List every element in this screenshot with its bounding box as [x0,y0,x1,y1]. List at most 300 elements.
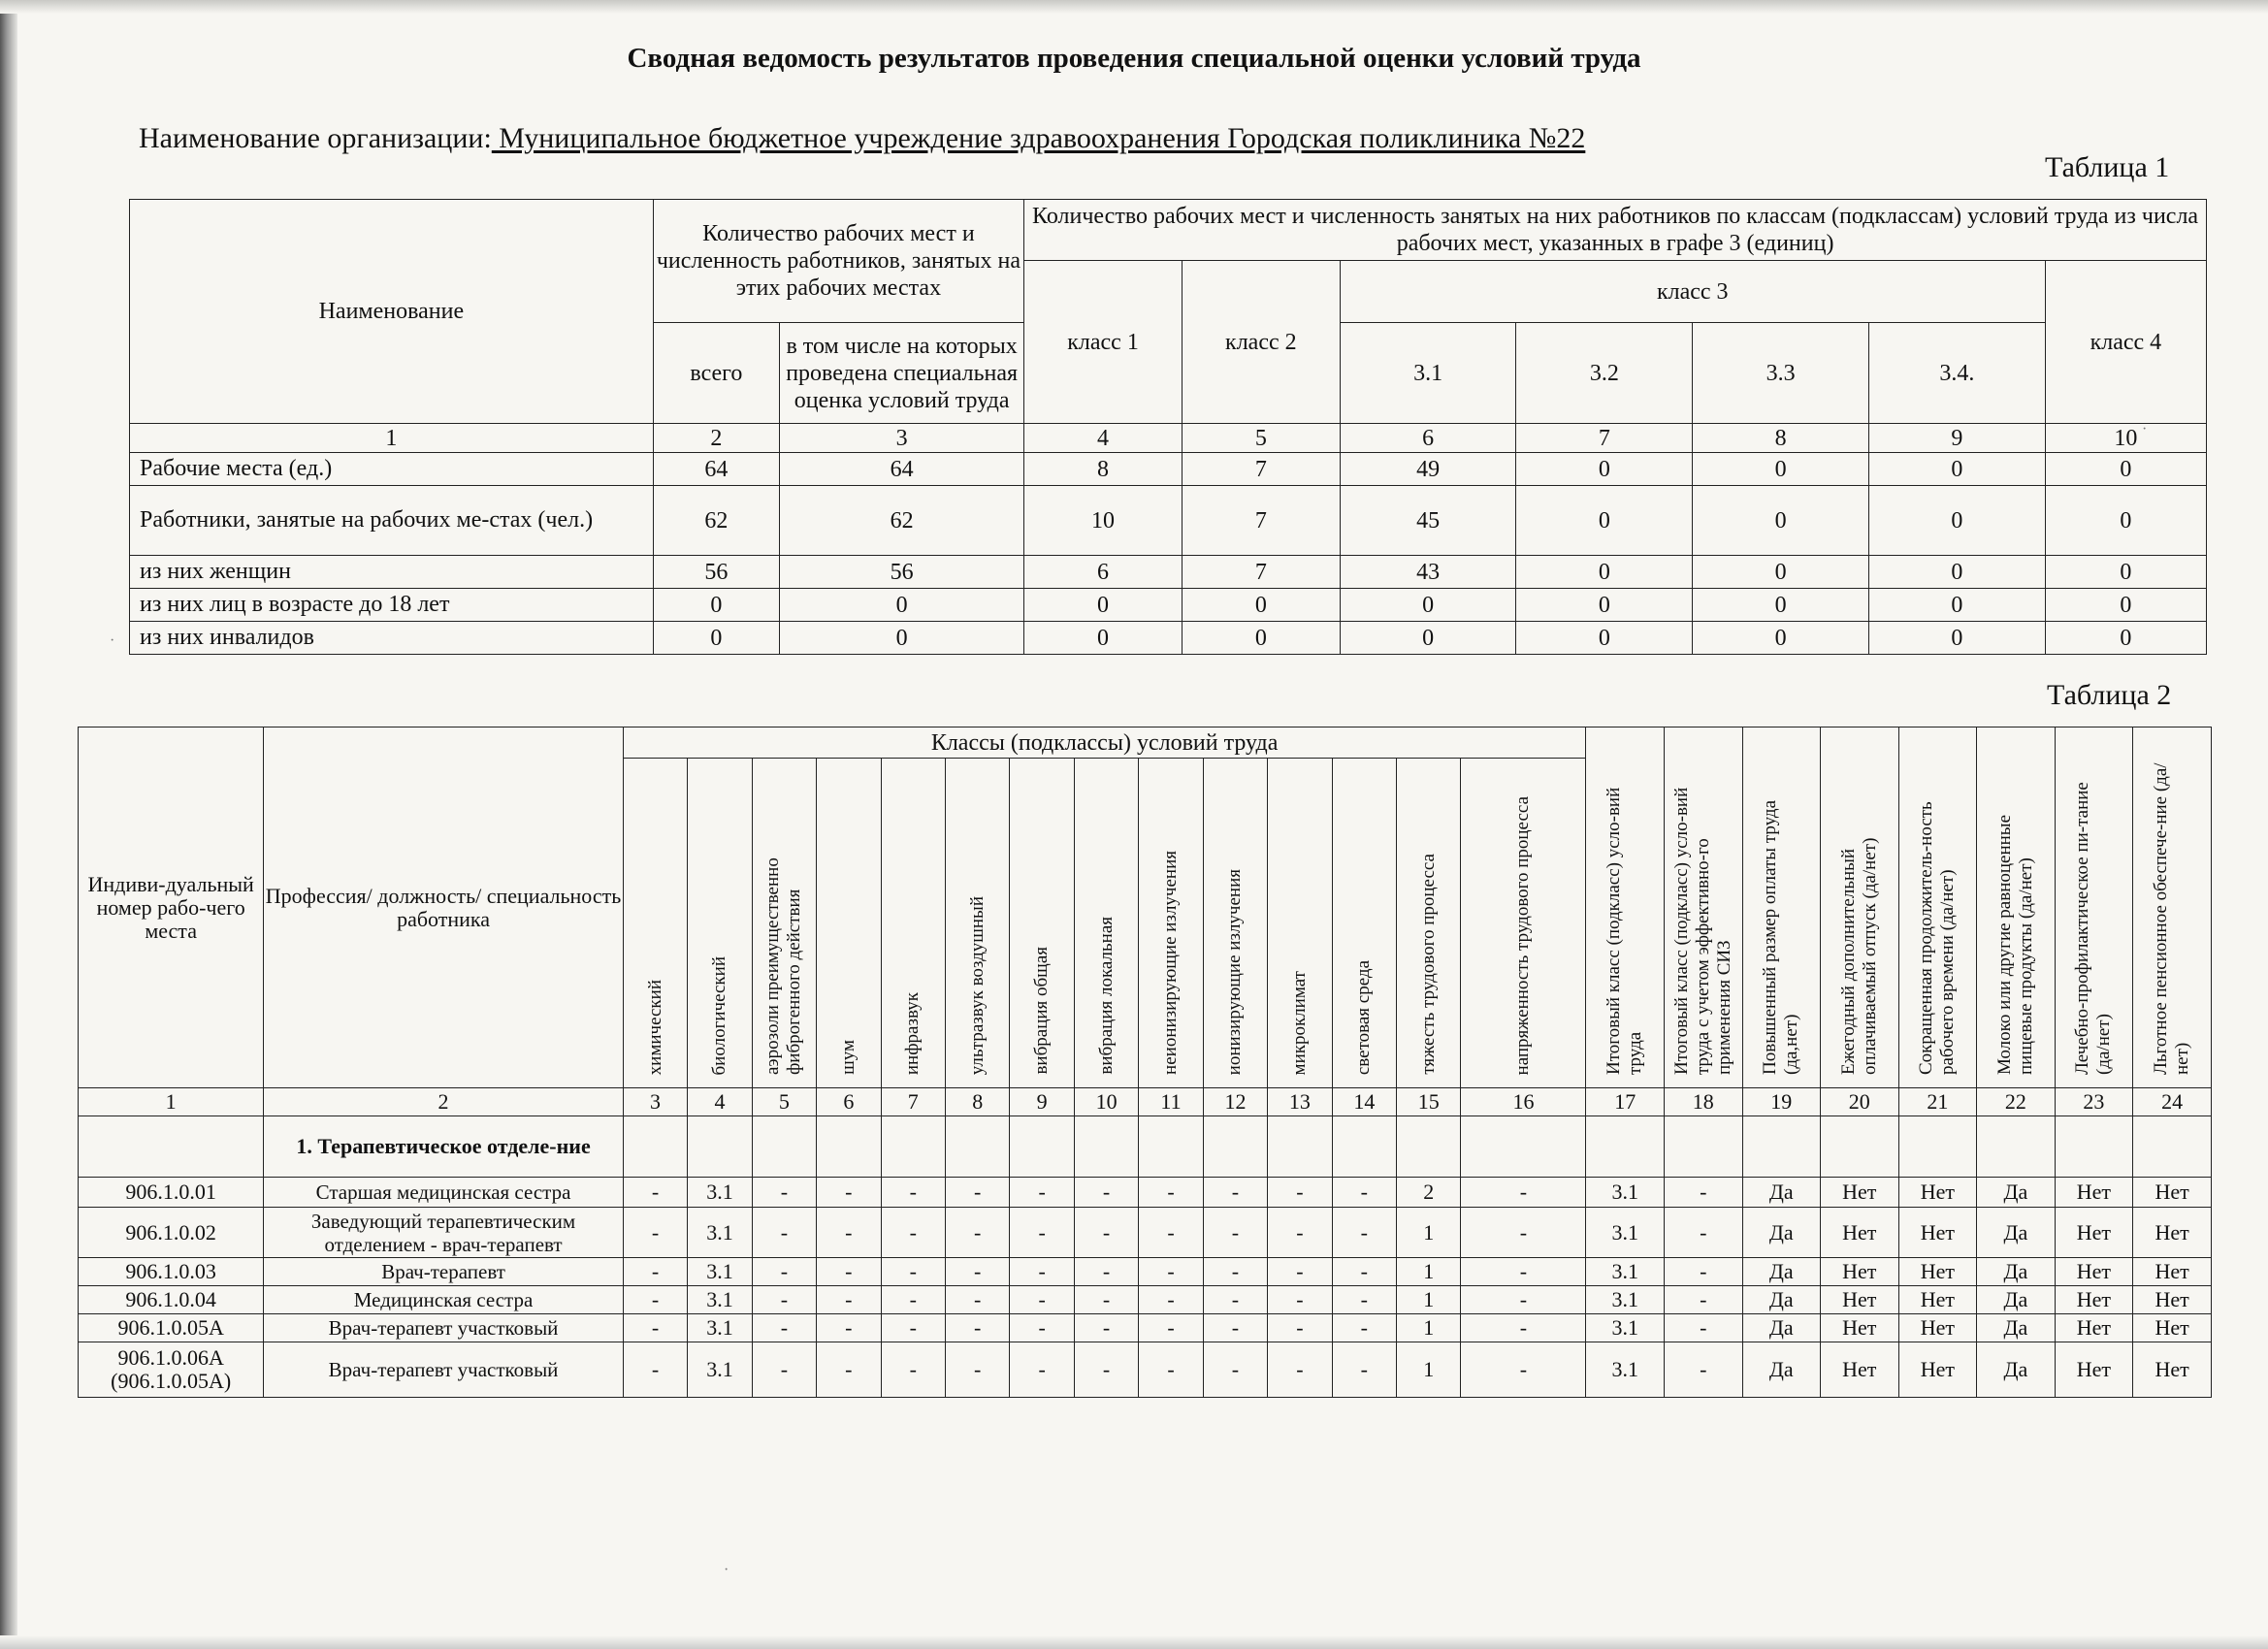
table-cell: 0 [780,622,1024,655]
col-number: 2 [264,1088,624,1116]
table-cell: 45 [1340,486,1516,556]
table-cell: - [1664,1314,1742,1342]
header-class4: класс 4 [2045,261,2206,424]
table-cell: 3.1 [688,1342,752,1398]
col-number: 9 [1868,424,2045,453]
empty-cell [1586,1116,1665,1178]
table-cell: - [1139,1342,1203,1398]
header-factor-microclimate: микроклимат [1268,759,1332,1088]
row-label: из них лиц в возрасте до 18 лет [130,589,654,622]
col-number: 10 [1074,1088,1138,1116]
table-cell: - [1664,1286,1742,1314]
table-cell: - [1203,1314,1267,1342]
table-cell: Да [1742,1258,1821,1286]
header-class-3-2: 3.2 [1516,323,1693,424]
table-cell: 0 [1693,453,1869,486]
table-cell: 62 [780,486,1024,556]
table-cell: Нет [1821,1342,1899,1398]
table-cell: Да [1742,1342,1821,1398]
table-cell: - [1268,1286,1332,1314]
empty-cell [1010,1116,1074,1178]
column-numbers-row [79,1088,2212,1116]
table-cell: - [752,1286,816,1314]
empty-cell [881,1116,945,1178]
empty-cell [1139,1116,1203,1178]
table-cell: 3.1 [1586,1286,1665,1314]
table-cell: Нет [1898,1342,1977,1398]
table-cell: Нет [1821,1314,1899,1342]
table-cell: 1 [1397,1314,1461,1342]
table-cell: - [1461,1258,1586,1286]
table-cell: Нет [1821,1208,1899,1258]
table-cell: - [1461,1178,1586,1208]
table-cell: - [945,1314,1009,1342]
table-cell: 0 [2045,556,2206,589]
table-cell: - [1139,1286,1203,1314]
table-cell: - [1074,1286,1138,1314]
table-cell: 0 [1024,622,1183,655]
table-cell: Да [1742,1314,1821,1342]
summary-table [129,199,2207,655]
header-factor-general-vibration: вибрация общая [1010,759,1074,1088]
col-number: 5 [1182,424,1340,453]
table-cell: 7 [1182,453,1340,486]
col-number: 1 [79,1088,264,1116]
table-cell: - [881,1258,945,1286]
empty-cell [1397,1116,1461,1178]
table-cell: Нет [2133,1178,2212,1208]
table-row [79,1314,2212,1342]
table-cell: - [1203,1258,1267,1286]
col-number: 5 [752,1088,816,1116]
header-class2: класс 2 [1182,261,1340,424]
table-cell: - [1664,1342,1742,1398]
header-name: Наименование [130,200,654,424]
table-cell: Нет [2055,1178,2133,1208]
empty-cell [1977,1116,2056,1178]
header-class-3-4: 3.4. [1868,323,2045,424]
workplace-id: 906.1.0.03 [79,1258,264,1286]
table-cell: Да [1742,1178,1821,1208]
table-cell: 0 [1693,622,1869,655]
empty-cell [79,1116,264,1178]
table-cell: - [1139,1208,1203,1258]
table-cell: - [1203,1178,1267,1208]
row-label: из них инвалидов [130,622,654,655]
header-class3: класс 3 [1340,261,2045,323]
table-cell: 1 [1397,1208,1461,1258]
table-cell: - [1010,1208,1074,1258]
header-therapeutic-food: Лечебно-профилактическое пи-тание (да/нет) [2055,728,2133,1088]
header-class1: класс 1 [1024,261,1183,424]
table-cell: - [1203,1208,1267,1258]
table-cell: - [945,1342,1009,1398]
table-row [79,1208,2212,1258]
table-cell: - [1268,1314,1332,1342]
table-cell: - [1664,1258,1742,1286]
table-cell: Нет [2055,1258,2133,1286]
table-cell: - [623,1286,687,1314]
header-total: всего [653,323,779,424]
empty-cell [1203,1116,1267,1178]
table-cell: - [945,1258,1009,1286]
scan-top-shadow [0,0,2268,14]
col-number: 4 [688,1088,752,1116]
table-cell: - [1664,1208,1742,1258]
table-cell: Да [1742,1208,1821,1258]
table-row [130,556,2207,589]
col-number: 16 [1461,1088,1586,1116]
workplace-id: 906.1.0.02 [79,1208,264,1258]
table-cell: 56 [780,556,1024,589]
col-number: 7 [1516,424,1693,453]
table-cell: - [881,1208,945,1258]
col-number: 3 [623,1088,687,1116]
table-cell: 3.1 [688,1258,752,1286]
table-cell: Да [1977,1314,2056,1342]
table-cell: - [1074,1208,1138,1258]
empty-cell [623,1116,687,1178]
table-cell: 0 [1868,556,2045,589]
col-number: 24 [2133,1088,2212,1116]
table-cell: 0 [1868,622,2045,655]
table-cell: 0 [1868,589,2045,622]
empty-cell [1332,1116,1396,1178]
table-cell: - [752,1178,816,1208]
table-cell: - [752,1314,816,1342]
table-cell: Нет [2133,1314,2212,1342]
header-factor-aerosols: аэрозоли преимущественно фиброгенного действия [752,759,816,1088]
table-cell: 6 [1024,556,1183,589]
scan-page-edge [0,0,17,1649]
table-cell: 0 [1340,622,1516,655]
col-number: 2 [653,424,779,453]
table-cell: - [1268,1258,1332,1286]
header-workplace-id: Индиви-дуальный номер рабо-чего места [79,728,264,1088]
table-cell: - [945,1208,1009,1258]
table-cell: 7 [1182,556,1340,589]
header-factor-intensity: напряженность трудового процесса [1461,759,1586,1088]
header-milk: Молоко или другие равноценные пищевые продукты (да/нет) [1977,728,2056,1088]
table-cell: 0 [653,622,779,655]
table-cell: - [1332,1342,1396,1398]
header-assessed: в том числе на которых проведена специальная оценка условий труда [780,323,1024,424]
col-number: 17 [1586,1088,1665,1116]
table-cell: Нет [1898,1258,1977,1286]
empty-cell [1664,1116,1742,1178]
table-cell: Да [1742,1286,1821,1314]
table-cell: - [1332,1208,1396,1258]
table-cell: 0 [1516,622,1693,655]
table-cell: 0 [1182,622,1340,655]
table-cell: 0 [2045,589,2206,622]
document-title: Сводная ведомость результатов проведения специальной оценки условий труда [627,43,1641,74]
table-cell: Нет [1898,1178,1977,1208]
col-number: 13 [1268,1088,1332,1116]
table-cell: 3.1 [1586,1208,1665,1258]
scan-dot: · [2142,421,2148,437]
table-cell: - [1074,1258,1138,1286]
profession-name: Врач-терапевт [264,1258,624,1286]
table-cell: - [623,1178,687,1208]
table-cell: Да [1977,1342,2056,1398]
table-cell: - [1461,1286,1586,1314]
organization-line [139,122,1585,155]
table-cell: 0 [2045,486,2206,556]
table-cell: - [623,1258,687,1286]
empty-cell [1898,1116,1977,1178]
header-final-class: Итоговый класс (подкласс) усло-вий труда [1586,728,1665,1088]
table-cell: - [1332,1258,1396,1286]
table-cell: 3.1 [1586,1314,1665,1342]
table-row [130,622,2207,655]
table-cell: 3.1 [688,1286,752,1314]
table-cell: 0 [1693,589,1869,622]
col-number: 10 [2045,424,2206,453]
table-cell: Да [1977,1258,2056,1286]
empty-cell [1821,1116,1899,1178]
table-cell: - [752,1208,816,1258]
table-cell: - [1010,1286,1074,1314]
header-classes-group: Количество рабочих мест и численность занятых на них работников по классам (подклассам) условий труда из числа рабочих мест, указанных в графе 3 (единиц) [1024,200,2207,261]
col-number: 11 [1139,1088,1203,1116]
table-cell: 0 [2045,622,2206,655]
workplace-id: 906.1.0.05А [79,1314,264,1342]
profession-name: Медицинская сестра [264,1286,624,1314]
table-cell: 1 [1397,1286,1461,1314]
table-cell: 0 [1182,589,1340,622]
empty-cell [688,1116,752,1178]
col-number: 3 [780,424,1024,453]
header-workplaces-count: Количество рабочих мест и численность работников, занятых на этих рабочих местах [653,200,1023,323]
header-factor-local-vibration: вибрация локальная [1074,759,1138,1088]
table-cell: 8 [1024,453,1183,486]
table-cell: Да [1977,1178,2056,1208]
header-factor-noise: шум [817,759,881,1088]
table-cell: - [817,1258,881,1286]
workplace-id: 906.1.0.06А (906.1.0.05А) [79,1342,264,1398]
table-cell: Нет [2055,1342,2133,1398]
profession-name: Заведующий терапевтическим отделением - врач-терапевт [264,1208,624,1258]
table2-caption: Таблица 2 [2047,679,2172,711]
empty-cell [817,1116,881,1178]
table-cell: 10 [1024,486,1183,556]
col-number: 7 [881,1088,945,1116]
profession-name: Врач-терапевт участковый [264,1314,624,1342]
col-number: 12 [1203,1088,1267,1116]
table-cell: 0 [1340,589,1516,622]
workplace-id: 906.1.0.04 [79,1286,264,1314]
header-class-3-3: 3.3 [1693,323,1869,424]
table-cell: 0 [1516,556,1693,589]
col-number: 1 [130,424,654,453]
col-number: 8 [1693,424,1869,453]
table-cell: 7 [1182,486,1340,556]
table-cell: - [1010,1342,1074,1398]
header-factor-severity: тяжесть трудового процесса [1397,759,1461,1088]
header-pension: Льготное пенсионное обеспече-ние (да/нет) [2133,728,2212,1088]
table-cell: - [1010,1314,1074,1342]
row-label: из них женщин [130,556,654,589]
table-cell: - [1074,1342,1138,1398]
header-increased-pay: Повышенный размер оплаты труда (да,нет) [1742,728,1821,1088]
table-cell: - [1268,1208,1332,1258]
table-cell: 0 [1693,556,1869,589]
table-cell: - [817,1178,881,1208]
empty-cell [2133,1116,2212,1178]
table-cell: - [1139,1258,1203,1286]
table-cell: Нет [1898,1286,1977,1314]
table-cell: 1 [1397,1258,1461,1286]
table-cell: 0 [1516,589,1693,622]
table-cell: 3.1 [688,1208,752,1258]
table-cell: 1 [1397,1342,1461,1398]
table-cell: 64 [780,453,1024,486]
table-cell: Нет [2133,1342,2212,1398]
workplace-id: 906.1.0.01 [79,1178,264,1208]
table-cell: - [1203,1286,1267,1314]
col-number: 15 [1397,1088,1461,1116]
table-cell: Нет [2055,1286,2133,1314]
col-number: 20 [1821,1088,1899,1116]
header-extra-leave: Ежегодный дополнительный оплачиваемый отпуск (да/нет) [1821,728,1899,1088]
empty-cell [1742,1116,1821,1178]
scan-dot: · [724,1562,729,1578]
row-label: Работники, занятые на рабочих ме-стах (чел.) [130,486,654,556]
table-cell: - [752,1342,816,1398]
table-cell: - [623,1208,687,1258]
header-factor-ultrasound: ультразвук воздушный [945,759,1009,1088]
table-cell: - [1139,1314,1203,1342]
col-number: 8 [945,1088,1009,1116]
table-cell: 3.1 [1586,1258,1665,1286]
table-cell: - [623,1342,687,1398]
table-cell: Нет [1821,1258,1899,1286]
empty-cell [1268,1116,1332,1178]
table-cell: - [1139,1178,1203,1208]
scan-bottom-shadow [0,1635,2268,1649]
header-reduced-hours: Сокращенная продолжитель-ность рабочего времени (да/нет) [1898,728,1977,1088]
table-cell: Нет [2055,1314,2133,1342]
table-row [130,486,2207,556]
table-cell: 0 [1868,453,2045,486]
table-cell: Нет [1898,1208,1977,1258]
table-cell: 3.1 [1586,1178,1665,1208]
table-cell: 0 [2045,453,2206,486]
table-cell: - [752,1258,816,1286]
header-factor-lighting: световая среда [1332,759,1396,1088]
col-number: 22 [1977,1088,2056,1116]
workplace-classes-table [78,727,2212,1398]
table-cell: 64 [653,453,779,486]
organization-name: Муниципальное бюджетное учреждение здравоохранения Городская поликлиника №22 [491,122,1586,154]
empty-cell [1461,1116,1586,1178]
table-cell: 49 [1340,453,1516,486]
table-row [130,453,2207,486]
empty-cell [945,1116,1009,1178]
table-cell: - [1332,1178,1396,1208]
col-number: 4 [1024,424,1183,453]
table-cell: - [1332,1314,1396,1342]
table-cell: - [1664,1178,1742,1208]
table-cell: - [817,1314,881,1342]
department-name: 1. Терапевтическое отделе-ние [264,1116,624,1178]
table-cell: 43 [1340,556,1516,589]
header-factor-biological: биологический [688,759,752,1088]
col-number: 9 [1010,1088,1074,1116]
table-row [79,1342,2212,1398]
table-cell: - [1268,1342,1332,1398]
table-cell: 0 [1024,589,1183,622]
header-factor-chemical: химический [623,759,687,1088]
table-cell: - [881,1314,945,1342]
table-cell: - [1268,1178,1332,1208]
col-number: 19 [1742,1088,1821,1116]
table-cell: - [945,1178,1009,1208]
empty-cell [752,1116,816,1178]
header-classes-group: Классы (подклассы) условий труда [623,728,1586,759]
table-cell: Нет [2133,1258,2212,1286]
table1-caption: Таблица 1 [2045,151,2170,183]
profession-name: Старшая медицинская сестра [264,1178,624,1208]
header-profession: Профессия/ должность/ специальность работника [264,728,624,1088]
department-row [79,1116,2212,1178]
table-cell: 0 [1516,453,1693,486]
table-row [79,1258,2212,1286]
table-cell: Нет [2133,1208,2212,1258]
empty-cell [1074,1116,1138,1178]
table-cell: - [1010,1178,1074,1208]
table-cell: 0 [1693,486,1869,556]
table-cell: - [945,1286,1009,1314]
table-cell: - [1461,1342,1586,1398]
col-number: 6 [817,1088,881,1116]
table-cell: - [1074,1314,1138,1342]
table-cell: Да [1977,1208,2056,1258]
col-number: 6 [1340,424,1516,453]
organization-label: Наименование организации: [139,122,492,154]
table-cell: - [817,1286,881,1314]
table-cell: Нет [1821,1178,1899,1208]
table-cell: - [1203,1342,1267,1398]
header-class-3-1: 3.1 [1340,323,1516,424]
table-cell: Нет [2055,1208,2133,1258]
table-cell: - [881,1178,945,1208]
table-cell: 3.1 [1586,1342,1665,1398]
table-cell: - [1461,1314,1586,1342]
empty-cell [2055,1116,2133,1178]
table-cell: - [881,1342,945,1398]
col-number: 18 [1664,1088,1742,1116]
table-row [130,589,2207,622]
table-cell: - [1332,1286,1396,1314]
row-label: Рабочие места (ед.) [130,453,654,486]
col-number: 14 [1332,1088,1396,1116]
table-cell: 0 [1516,486,1693,556]
table-cell: 3.1 [688,1314,752,1342]
table-cell: Нет [1821,1286,1899,1314]
table-cell: 3.1 [688,1178,752,1208]
header-factor-ionizing: ионизирующие излучения [1203,759,1267,1088]
table-cell: 56 [653,556,779,589]
table-cell: - [1461,1208,1586,1258]
workplace-rows [79,1178,2212,1398]
table-cell: Нет [1898,1314,1977,1342]
table-cell: 2 [1397,1178,1461,1208]
table-cell: - [623,1314,687,1342]
table-cell: Нет [2133,1286,2212,1314]
col-number: 21 [1898,1088,1977,1116]
